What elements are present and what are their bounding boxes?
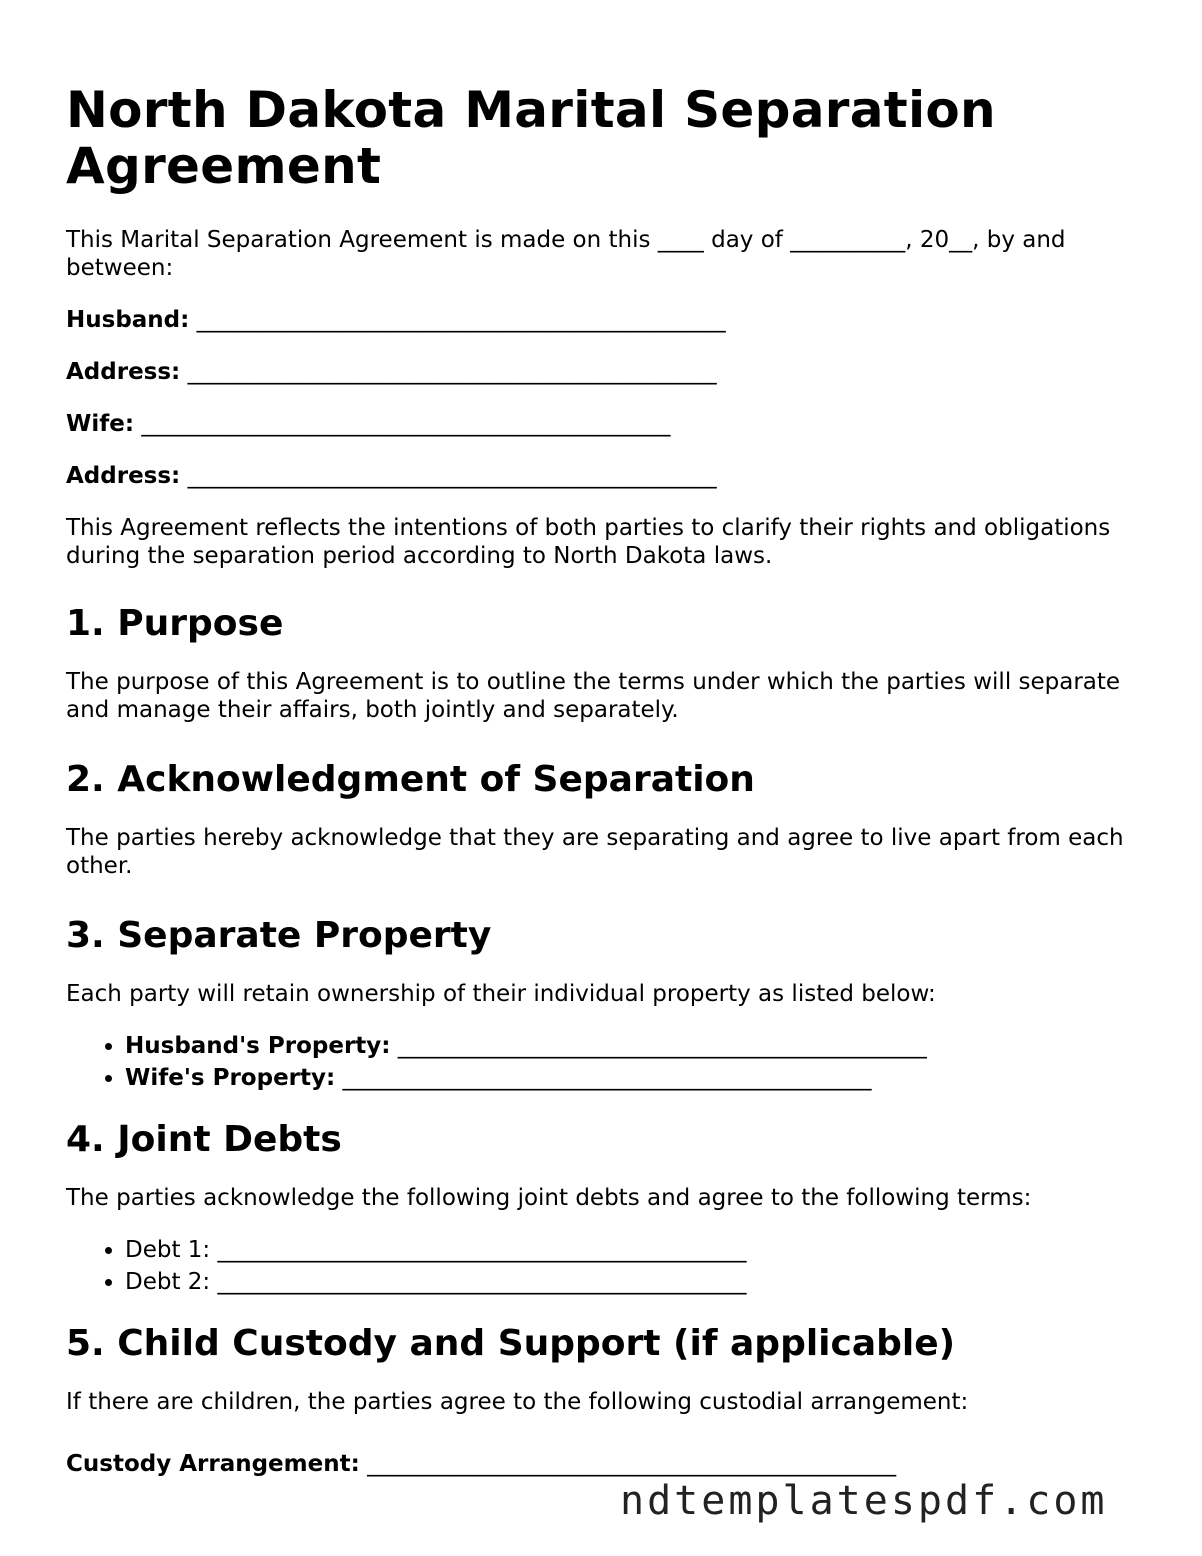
- husband-label: Husband:: [66, 307, 190, 333]
- debt-2-blank[interactable]: ______________________________________________: [217, 1269, 747, 1295]
- custody-arrangement-blank[interactable]: ______________________________________________: [367, 1451, 897, 1477]
- husband-blank[interactable]: ______________________________________________: [196, 307, 726, 333]
- debt-2-label: Debt 2:: [125, 1269, 211, 1295]
- section-heading-custody: 5. Child Custody and Support (if applicable): [66, 1323, 956, 1364]
- document-page: [66, 82, 1146, 1502]
- section-heading-acknowledgment: 2. Acknowledgment of Separation: [66, 759, 755, 800]
- wife-blank[interactable]: ______________________________________________: [141, 411, 671, 437]
- section-heading-debts: 4. Joint Debts: [66, 1119, 342, 1160]
- wife-address-field[interactable]: [66, 462, 1146, 490]
- husband-address-label: Address:: [66, 359, 181, 385]
- watermark-text: ndtemplatespdf.com: [620, 1478, 1108, 1524]
- section-heading-purpose: 1. Purpose: [66, 603, 284, 644]
- document-title: North Dakota Marital Separation Agreement: [66, 81, 996, 195]
- section-text-property: Each party will retain ownership of their individual property as listed below:: [66, 981, 936, 1007]
- list-item[interactable]: [125, 1268, 1146, 1296]
- husband-property-blank[interactable]: ______________________________________________: [397, 1033, 927, 1059]
- debts-list: [66, 1236, 1146, 1296]
- wife-address-label: Address:: [66, 463, 181, 489]
- section-text-acknowledgment: The parties hereby acknowledge that they are separating and agree to live apart from each other.: [66, 825, 1124, 879]
- wife-label: Wife:: [66, 411, 135, 437]
- debt-1-blank[interactable]: ______________________________________________: [217, 1237, 747, 1263]
- wife-property-label: Wife's Property:: [125, 1065, 336, 1091]
- husband-field[interactable]: [66, 306, 1146, 334]
- wife-field[interactable]: [66, 410, 1146, 438]
- husband-address-blank[interactable]: ______________________________________________: [187, 359, 717, 385]
- husband-address-field[interactable]: [66, 358, 1146, 386]
- list-item[interactable]: [125, 1032, 1146, 1060]
- custody-arrangement-label: Custody Arrangement:: [66, 1451, 360, 1477]
- property-list: [66, 1032, 1146, 1092]
- section-heading-property: 3. Separate Property: [66, 915, 492, 956]
- custody-arrangement-field[interactable]: [66, 1450, 1146, 1478]
- section-text-debts: The parties acknowledge the following joint debts and agree to the following terms:: [66, 1185, 1032, 1211]
- wife-address-blank[interactable]: ______________________________________________: [187, 463, 717, 489]
- debt-1-label: Debt 1:: [125, 1237, 211, 1263]
- section-text-custody: If there are children, the parties agree to the following custodial arrangement:: [66, 1389, 969, 1415]
- wife-property-blank[interactable]: ______________________________________________: [342, 1065, 872, 1091]
- intent-paragraph: This Agreement reflects the intentions of both parties to clarify their rights and obligations during the separation period according to North Dakota laws.: [66, 515, 1111, 569]
- husband-property-label: Husband's Property:: [125, 1033, 391, 1059]
- list-item[interactable]: [125, 1064, 1146, 1092]
- list-item[interactable]: [125, 1236, 1146, 1264]
- intro-paragraph: This Marital Separation Agreement is made on this ____ day of __________, 20__, by and between:: [66, 227, 1066, 281]
- section-text-purpose: The purpose of this Agreement is to outline the terms under which the parties will separate and manage their affairs, both jointly and separately.: [66, 669, 1121, 723]
